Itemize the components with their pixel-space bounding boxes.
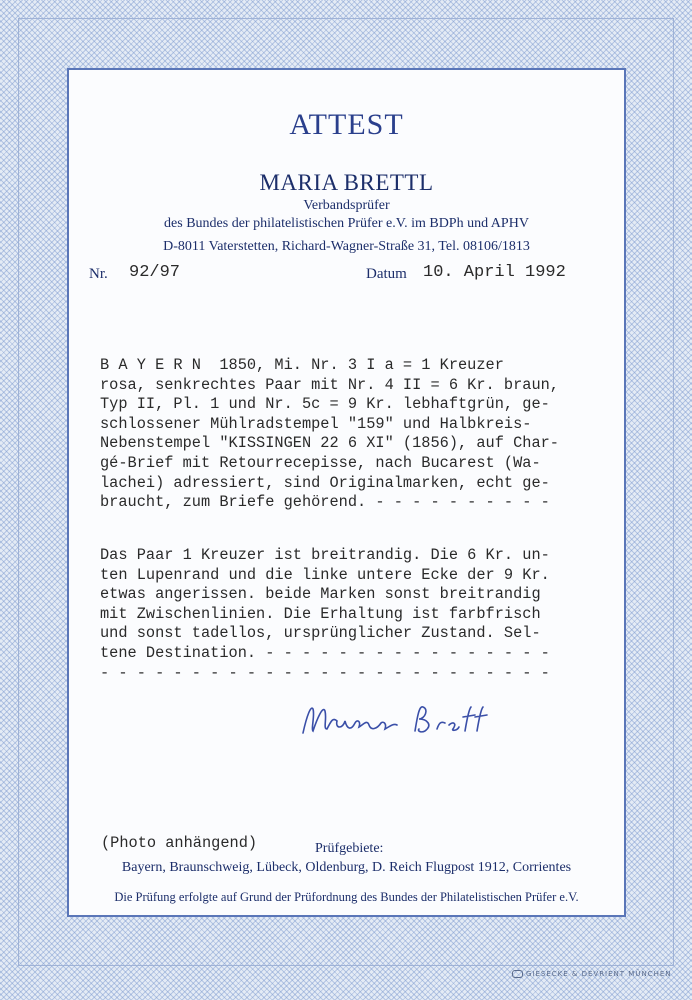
condition-description: Das Paar 1 Kreuzer ist breitrandig. Die 6 Kr. un- ten Lupenrand und die linke untere Ecke der 9 Kr. etwas angerissen. beide Marken sonst breitrandig mit Zwischenlinien. Die Erhaltung ist farbfrisch und sonst tadellos, ursprünglicher Zustand. Sel- tene Destination. - - - - - - - - - - - - - - - - - - - - - - - - - - - - - - - - - - - - - - - - - — [100, 546, 550, 682]
certificate-number: 92/97 — [129, 263, 181, 282]
examiner-name: MARIA BRETTL — [259, 170, 434, 195]
date-label: Datum — [366, 266, 407, 282]
printer-logo-icon — [512, 970, 523, 978]
examiner-address: D-8011 Vaterstetten, Richard-Wagner-Straße 31, Tel. 08106/1813 — [163, 239, 530, 254]
photo-note: (Photo anhängend) — [101, 834, 258, 852]
footer-note: Die Prüfung erfolgte auf Grund der Prüfordnung des Bundes der Philatelistischen Prüfer e.V. — [114, 890, 579, 904]
certificate-date: 10. April 1992 — [423, 263, 566, 282]
certificate-title: ATTEST — [289, 108, 404, 141]
pruefgebiete-list: Bayern, Braunschweig, Lübeck, Oldenburg, D. Reich Flugpost 1912, Corrientes — [121, 860, 572, 875]
number-label: Nr. — [89, 266, 108, 282]
stamp-description: B A Y E R N 1850, Mi. Nr. 3 I a = 1 Kreuzer rosa, senkrechtes Paar mit Nr. 4 II = 6 Kr. braun, Typ II, Pl. 1 und Nr. 5c = 9 Kr. lebhaftgrün, ge- schlossener Mühlradstempel "159" und Halbkreis- Nebenstempel "KISSINGEN 22 6 XI" (1856), auf Char- gé-Brief mit Retourrecepisse, nach Bucarest (Wa- lachei) adressiert, sind Originalmarken, echt ge- braucht, zum Briefe gehörend. - - - - - - - - - - — [100, 356, 559, 512]
examiner-association: des Bundes der philatelistischen Prüfer e.V. im BDPh und APHV — [164, 216, 529, 231]
certificate-panel — [67, 68, 626, 917]
handwritten-signature — [297, 695, 497, 745]
pruefgebiete-label: Prüfgebiete: — [315, 841, 384, 856]
security-printer-mark — [512, 970, 672, 978]
examiner-role: Verbandsprüfer — [303, 198, 390, 213]
security-printer-text: GIESECKE & DEVRIENT MÜNCHEN — [526, 970, 672, 978]
